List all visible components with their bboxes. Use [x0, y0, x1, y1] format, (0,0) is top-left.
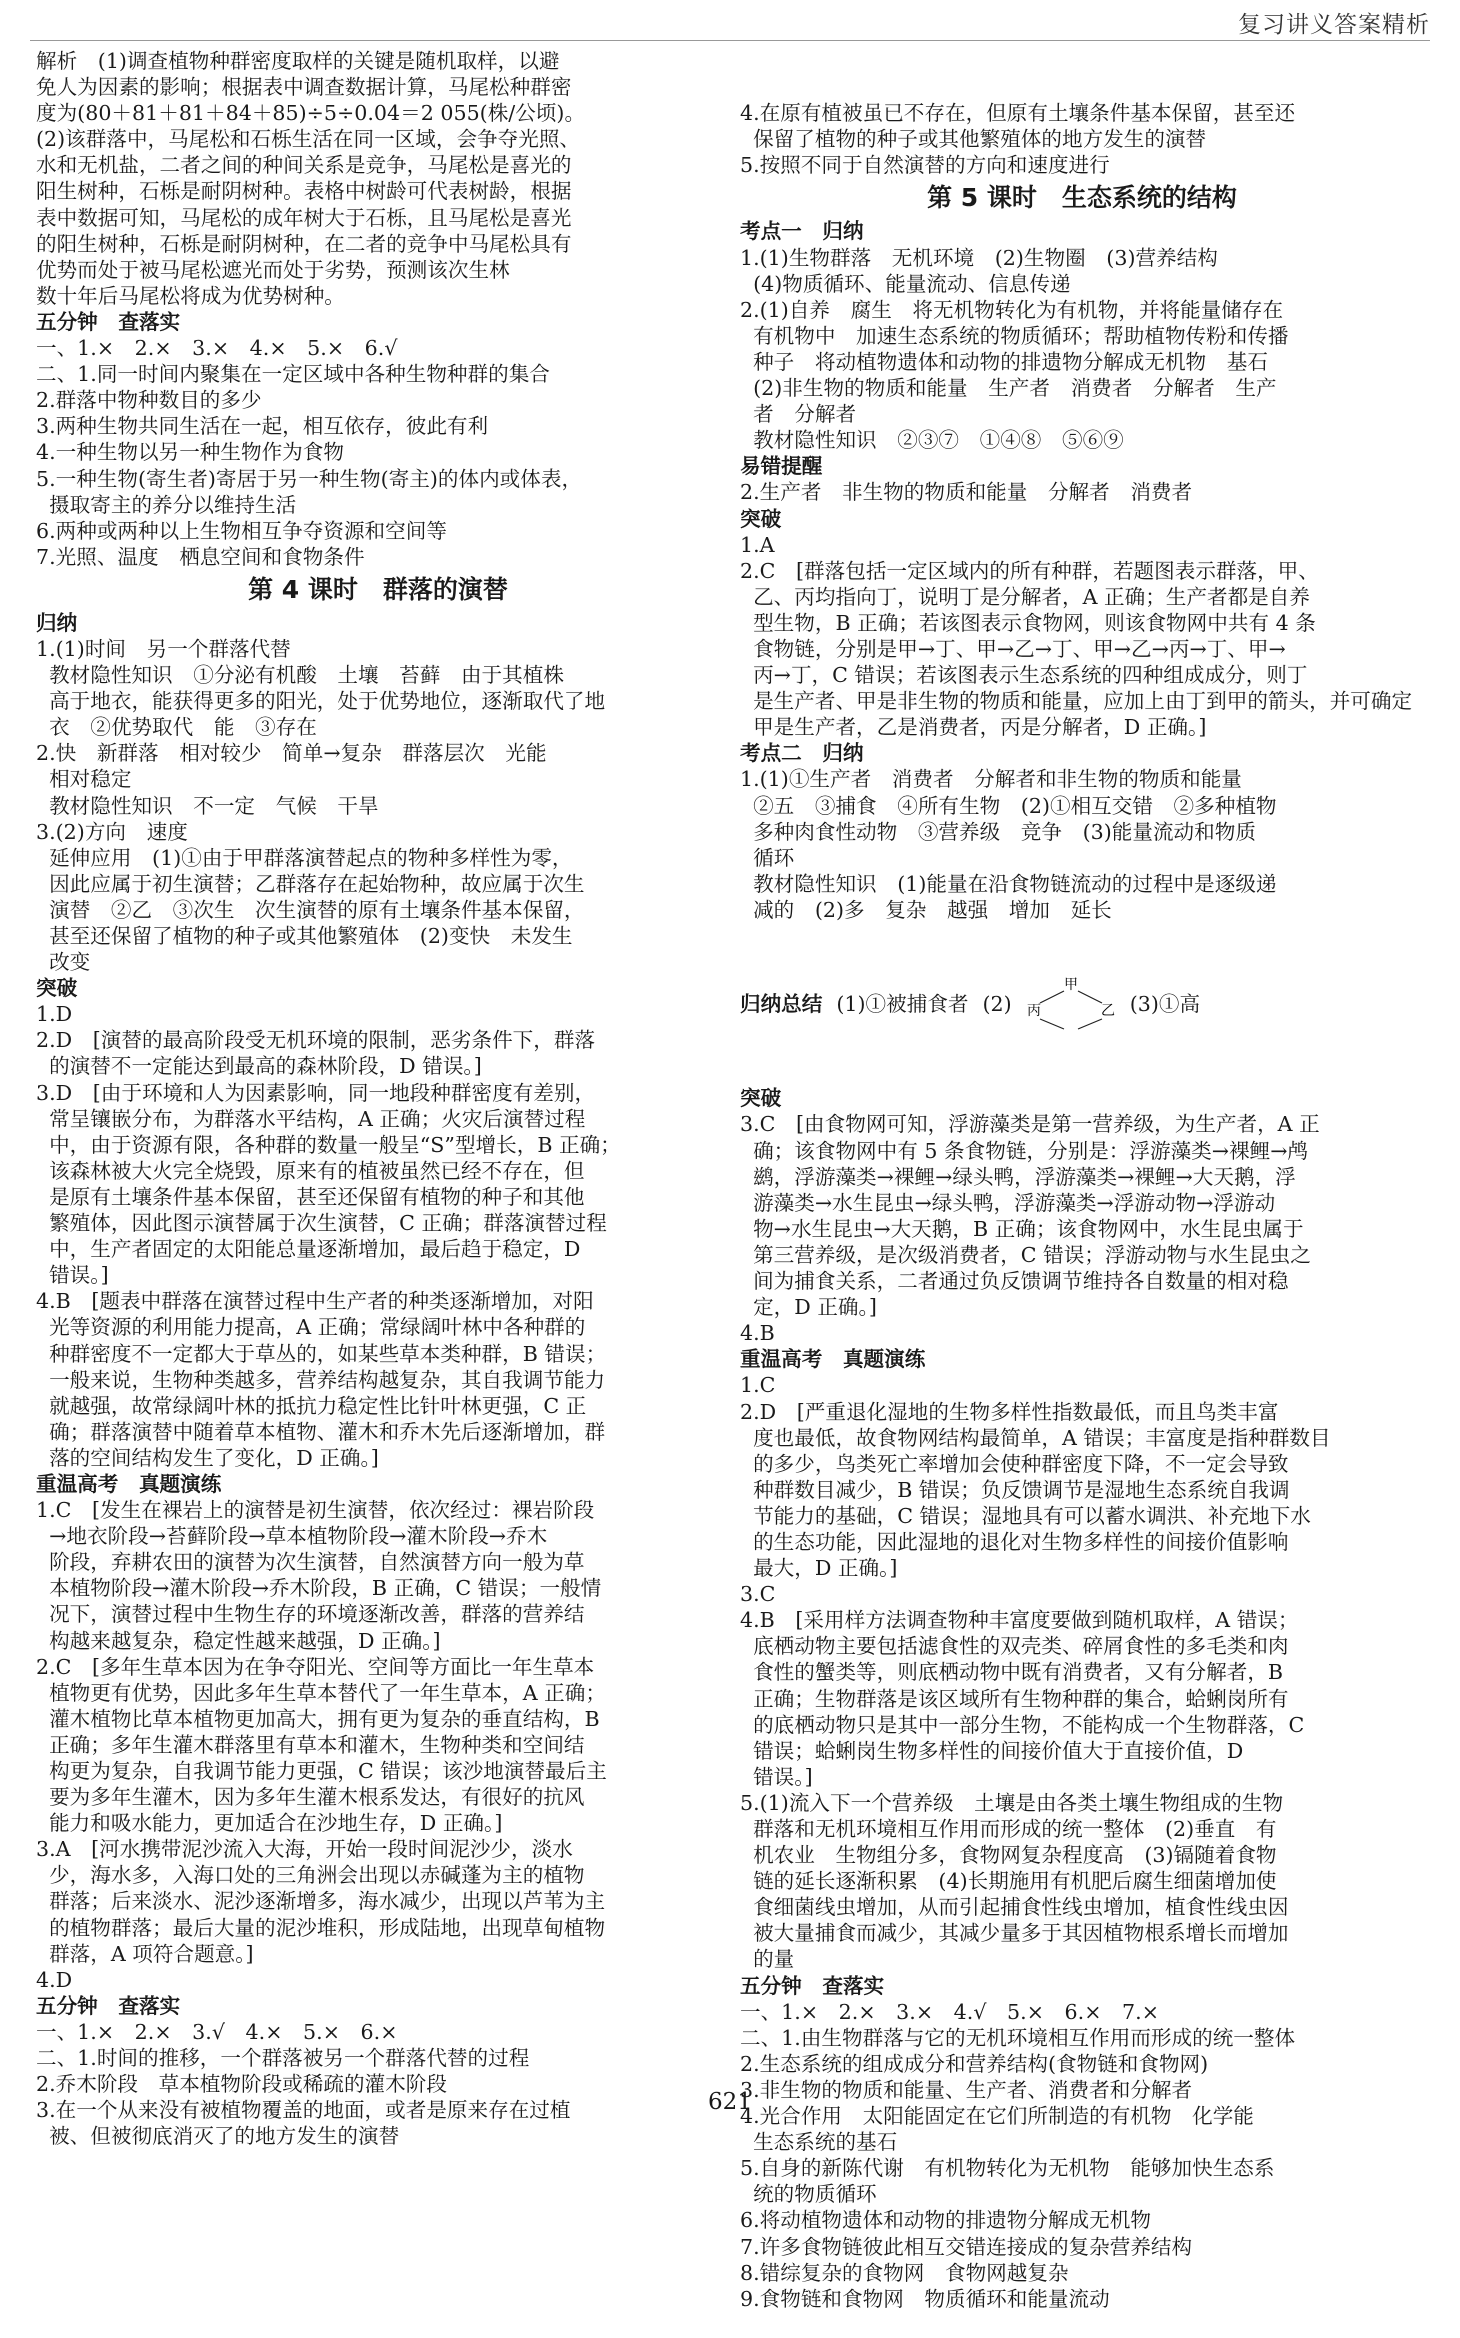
- text-line: (2)该群落中，马尾松和石栎生活在同一区域，会争夺光照、: [36, 127, 581, 152]
- text-line: 种群密度不一定都大于草丛的，如某些草本类种群，B 错误；: [36, 1341, 607, 1366]
- text-line: 教材隐性知识 ②③⑦ ①④⑧ ⑤⑥⑨: [740, 428, 1124, 453]
- text-line: 2.C [群落包括一定区域内的所有种群，若题图表示群落，甲、: [740, 558, 1319, 583]
- text-line: 机农业 生物组分多，食物网复杂程度高 (3)镉随着食物: [740, 1843, 1277, 1868]
- section-title: 第 4 课时 群落的演替: [248, 574, 508, 604]
- text-line: 数十年后马尾松将成为优势树种。: [36, 283, 345, 308]
- triangle-cycle-diagram: [1026, 975, 1116, 1033]
- text-line: 就越强，故常绿阔叶林的抵抗力稳定性比针叶林更强，C 正: [36, 1393, 587, 1418]
- text-line: 3.两种生物共同生活在一起，相互依存，彼此有利: [36, 414, 489, 439]
- text-line: 摄取寄主的养分以维持生活: [36, 492, 297, 517]
- text-line: 4.D: [36, 1967, 73, 1992]
- text-line: 甚至还保留了植物的种子或其他繁殖体 (2)变快 未发生: [36, 924, 573, 948]
- text-line: 度也最低，故食物网结构最简单，A 错误；丰富度是指种群数目: [740, 1425, 1331, 1450]
- arrow-right-bottom: [1078, 1019, 1102, 1029]
- text-line: 的量: [740, 1947, 795, 1972]
- node-top: 甲: [1063, 977, 1078, 994]
- text-line: 植物更有优势，因此多年生草本替代了一年生草本，A 正确；: [36, 1680, 606, 1705]
- text-line: 3.(2)方向 速度: [36, 819, 188, 844]
- diagram-item1: (1)①被捕食者: [836, 992, 969, 1017]
- text-line: 5.按照不同于自然演替的方向和速度进行: [740, 153, 1110, 178]
- text-line: 群落；后来淡水、泥沙逐渐增多，海水减少，出现以芦苇为主: [36, 1889, 606, 1914]
- text-line: 错误。]: [740, 1764, 813, 1789]
- node-right: 乙: [1100, 1003, 1115, 1020]
- text-line: 水和无机盐，二者之间的种间关系是竞争，马尾松是喜光的: [36, 153, 572, 178]
- text-line: 正确；多年生灌木群落里有草本和灌木，生物种类和空间结: [36, 1732, 585, 1757]
- text-line: 3.A [河水携带泥沙流入大海，开始一段时间泥沙少，淡水: [36, 1837, 573, 1862]
- text-line: 6.两种或两种以上生物相互争夺资源和空间等: [36, 518, 447, 543]
- text-line: 延伸应用 (1)①由于甲群落演替起点的物种多样性为零，: [36, 845, 573, 870]
- section-heading: 归纳: [36, 610, 78, 635]
- section-heading: 易错提醒: [740, 454, 823, 479]
- text-line: 的底栖动物只是其中一部分生物，不能构成一个生物群落，C: [740, 1712, 1305, 1737]
- text-line: 一、1.× 2.× 3.× 4.× 5.× 6.√: [36, 336, 398, 361]
- section-heading: 重温高考 真题演练: [36, 1471, 222, 1496]
- header-title: 复习讲义答案精析: [1238, 12, 1430, 38]
- text-line: 二、1.时间的推移，一个群落被另一个群落代替的过程: [36, 2046, 530, 2071]
- section-heading: 重温高考 真题演练: [740, 1347, 926, 1372]
- text-line: 相对稳定: [36, 767, 132, 792]
- text-line: 1.C: [740, 1373, 776, 1398]
- text-line: 3.非生物的物质和能量、生产者、消费者和分解者: [740, 2077, 1193, 2102]
- text-line: 光等资源的利用能力提高，A 正确；常绿阔叶林中各种群的: [36, 1315, 586, 1340]
- text-line: 2.生态系统的组成成分和营养结构(食物链和食物网): [740, 2051, 1209, 2076]
- text-line: 阳生树种，石栎是耐阴树种。表格中树龄可代表树龄，根据: [36, 179, 572, 204]
- text-line: 况下，演替过程中生物生存的环境逐渐改善，群落的营养结: [36, 1602, 585, 1627]
- text-line: 能力和吸水能力，更加适合在沙地生存，D 正确。]: [36, 1811, 503, 1836]
- text-line: 教材隐性知识 ①分泌有机酸 土壤 苔藓 由于其植株: [36, 663, 564, 688]
- text-line: 3.D [由于环境和人为因素影响，同一地段种群密度有差别，: [36, 1080, 596, 1105]
- text-line: 4.B [题表中群落在演替过程中生产者的种类逐渐增加，对阳: [36, 1289, 594, 1314]
- text-line: 1.D: [36, 1002, 73, 1027]
- text-line: 种群数目减少，B 错误；负反馈调节是湿地生态系统自我调: [740, 1477, 1290, 1502]
- summary-diagram: [740, 975, 1424, 1033]
- text-line: 被大量捕食而减少，其减少量多于其因植物根系增长而增加: [740, 1921, 1289, 1946]
- text-line: 一、1.× 2.× 3.√ 4.× 5.× 6.×: [36, 2019, 398, 2044]
- text-line: 4.B: [740, 1321, 775, 1346]
- text-line: ②五 ③捕食 ④所有生物 (2)①相互交错 ②多种植物: [740, 793, 1277, 818]
- right-column: [740, 48, 1424, 2338]
- text-line: 间为捕食关系，二者通过负反馈调节维持各自数量的相对稳: [740, 1269, 1289, 1294]
- text-line: 优势而处于被马尾松遮光而处于劣势，预测该次生林: [36, 257, 510, 282]
- text-line: 教材隐性知识 不一定 气候 干旱: [36, 793, 379, 818]
- page-number: 621: [708, 2089, 752, 2115]
- text-line: 2.群落中物种数目的多少: [36, 388, 262, 413]
- text-line: 最大，D 正确。]: [740, 1556, 898, 1581]
- text-line: 群落，A 项符合题意。]: [36, 1941, 254, 1966]
- text-line: 1.(1)①生产者 消费者 分解者和非生物的物质和能量: [740, 767, 1242, 792]
- text-line: (2)非生物的物质和能量 生产者 消费者 分解者 生产: [740, 376, 1277, 401]
- text-line: 阶段，弃耕农田的演替为次生演替，自然演替方向一般为草: [36, 1550, 585, 1575]
- text-line: 者 分解者: [740, 402, 857, 427]
- text-line: 3.在一个从来没有被植物覆盖的地面，或者是原来存在过植: [36, 2098, 571, 2123]
- text-line: 生态系统的基石: [740, 2130, 898, 2155]
- text-line: 9.食物链和食物网 物质循环和能量流动: [740, 2286, 1110, 2311]
- text-line: 的多少，鸟类死亡率增加会使种群密度下降，不一定会导致: [740, 1451, 1289, 1476]
- text-line: 丙→丁，C 错误；若该图表示生态系统的四种组成成分，则丁: [740, 663, 1308, 688]
- text-line: 正确；生物群落是该区域所有生物种群的集合，蛤蜊岗所有: [740, 1686, 1289, 1711]
- text-line: 8.错综复杂的食物网 食物网越复杂: [740, 2260, 1069, 2285]
- text-line: 2.生产者 非生物的物质和能量 分解者 消费者: [740, 480, 1193, 505]
- text-line: 群落和无机环境相互作用而形成的统一整体 (2)垂直 有: [740, 1817, 1277, 1841]
- section-heading: 突破: [740, 506, 782, 531]
- text-line: 高于地衣，能获得更多的阳光，处于优势地位，逐渐取代了地: [36, 689, 606, 714]
- text-line: 一、1.× 2.× 3.× 4.√ 5.× 6.× 7.×: [740, 1999, 1159, 2024]
- text-line: 链的延长逐渐积累 (4)长期施用有机肥后腐生细菌增加使: [740, 1869, 1277, 1894]
- text-line: 本植物阶段→灌木阶段→乔木阶段，B 正确，C 错误；一般情: [36, 1576, 602, 1601]
- text-line: 构更为复杂，自我调节能力更强，C 错误；该沙地演替最后主: [36, 1759, 607, 1783]
- text-line: 1.A: [740, 532, 775, 557]
- text-line: 改变: [36, 950, 91, 975]
- diagram-item3: (3)①高: [1129, 992, 1201, 1017]
- text-line: 4.B [采用样方法调查物种丰富度要做到随机取样，A 错误；: [740, 1608, 1299, 1633]
- text-line: 常呈镶嵌分布，为群落水平结构，A 正确；火灾后演替过程: [36, 1106, 586, 1131]
- section-heading: 考点二 归纳: [740, 741, 864, 766]
- text-line: 落的空间结构发生了变化，D 正确。]: [36, 1445, 379, 1470]
- text-line: 物→水生昆虫→大天鹅，B 正确；该食物网中，水生昆虫属于: [740, 1216, 1304, 1241]
- text-line: 第三营养级，是次级消费者，C 错误；浮游动物与水生昆虫之: [740, 1242, 1311, 1267]
- text-line: 底栖动物主要包括滤食性的双壳类、碎屑食性的多毛类和肉: [740, 1634, 1289, 1659]
- arrow-top-right: [1078, 991, 1102, 1003]
- section-heading: 五分钟 查落实: [36, 1993, 181, 2018]
- text-line: 演替 ②乙 ③次生 次生演替的原有土壤条件基本保留，: [36, 897, 585, 922]
- section-heading: 突破: [36, 976, 78, 1001]
- text-line: 的演替不一定能达到最高的森林阶段，D 错误。]: [36, 1054, 482, 1079]
- text-line: 错误。]: [36, 1263, 109, 1288]
- text-line: 度为(80＋81＋81＋84＋85)÷5÷0.04＝2 055(株/公顷)。: [36, 101, 586, 126]
- text-line: 教材隐性知识 (1)能量在沿食物链流动的过程中是逐级递: [740, 871, 1277, 896]
- text-line: 多种肉食性动物 ③营养级 竞争 (3)能量流动和物质: [740, 819, 1256, 844]
- text-line: 统的物质循环: [740, 2182, 877, 2207]
- text-line: 5.一种生物(寄生者)寄居于另一种生物(寄主)的体内或体表，: [36, 466, 583, 491]
- text-line: 中，生产者固定的太阳能总量逐渐增加，最后趋于稳定，D: [36, 1237, 581, 1262]
- text-line: 5.自身的新陈代谢 有机物转化为无机物 能够加快生态系: [740, 2156, 1275, 2181]
- text-line: 的阳生树种，石栎是耐阴树种，在二者的竞争中马尾松具有: [36, 231, 572, 256]
- text-line: 有机物中 加速生态系统的物质循环；帮助植物传粉和传播: [740, 323, 1289, 348]
- right-column-part-b: [740, 1085, 1424, 2311]
- header-rule: [30, 40, 1430, 41]
- text-line: 错误；蛤蜊岗生物多样性的间接价值大于直接价值，D: [740, 1738, 1244, 1763]
- text-line: 2.(1)自养 腐生 将无机物转化为有机物，并将能量储存在: [740, 297, 1284, 322]
- text-line: 1.(1)时间 另一个群落代替: [36, 636, 291, 661]
- text-line: 免人为因素的影响；根据表中调查数据计算，马尾松种群密: [36, 75, 572, 100]
- section-heading: 突破: [740, 1086, 782, 1111]
- text-line: 循环: [740, 845, 795, 870]
- text-line: 的生态功能，因此湿地的退化对生物多样性的间接价值影响: [740, 1529, 1289, 1554]
- text-line: 7.光照、温度 栖息空间和食物条件: [36, 544, 365, 569]
- section-heading: 考点一 归纳: [740, 219, 864, 244]
- text-line: 保留了植物的种子或其他繁殖体的地方发生的演替: [740, 127, 1207, 152]
- text-line: 确；该食物网中有 5 条食物链，分别是：浮游藻类→裸鲤→鸬: [740, 1138, 1309, 1163]
- diagram-prefix: 归纳总结: [740, 992, 823, 1017]
- text-line: 二、1.同一时间内聚集在一定区域中各种生物种群的集合: [36, 362, 550, 387]
- text-line: 食性的蟹类等，则底栖动物中既有消费者，又有分解者，B: [740, 1660, 1284, 1685]
- text-line: 该森林被大火完全烧毁，原来有的植被虽然已经不存在，但: [36, 1158, 585, 1183]
- text-line: 因此应属于初生演替；乙群落存在起始物种，故应属于次生: [36, 871, 585, 896]
- diagram-item2: (2): [982, 992, 1012, 1017]
- text-line: 3.C: [740, 1582, 776, 1607]
- text-line: 1.C [发生在裸岩上的演替是初生演替，依次经过：裸岩阶段: [36, 1498, 595, 1523]
- node-left: 丙: [1026, 1003, 1041, 1020]
- text-line: 7.许多食物链彼此相互交错连接成的复杂营养结构: [740, 2234, 1193, 2259]
- text-line: 二、1.由生物群落与它的无机环境相互作用而形成的统一整体: [740, 2025, 1296, 2050]
- text-line: 2.C [多年生草本因为在争夺阳光、空间等方面比一年生草本: [36, 1654, 595, 1679]
- text-line: 5.(1)流入下一个营养级 土壤是由各类土壤生物组成的生物: [740, 1790, 1284, 1815]
- text-line: 要为多年生灌木，因为多年生灌木根系发达，有很好的抗风: [36, 1785, 585, 1810]
- text-line: 型生物，B 正确；若该图表示食物网，则该食物网中共有 4 条: [740, 610, 1316, 635]
- text-line: 2.快 新群落 相对较少 简单→复杂 群落层次 光能: [36, 741, 547, 766]
- text-line: 鹚，浮游藻类→裸鲤→绿头鸭，浮游藻类→裸鲤→大天鹅，浮: [740, 1164, 1296, 1189]
- right-column-part-a: [740, 100, 1424, 923]
- section-heading: 五分钟 查落实: [740, 1973, 885, 1998]
- text-line: 游藻类→水生昆虫→绿头鸭，浮游藻类→浮游动物→浮游动: [740, 1190, 1276, 1215]
- text-line: 1.(1)生物群落 无机环境 (2)生物圈 (3)营养结构: [740, 245, 1218, 270]
- text-line: 繁殖体，因此图示演替属于次生演替，C 正确；群落演替过程: [36, 1211, 607, 1236]
- text-line: 被、但被彻底消灭了的地方发生的演替: [36, 2124, 400, 2149]
- text-line: 2.乔木阶段 草本植物阶段或稀疏的灌木阶段: [36, 2072, 447, 2097]
- text-line: 甲是生产者，乙是消费者，丙是分解者，D 正确。]: [740, 715, 1207, 740]
- left-column: [36, 48, 720, 2149]
- text-line: 2.D [演替的最高阶段受无机环境的限制，恶劣条件下，群落: [36, 1028, 596, 1053]
- arrow-left-top: [1040, 991, 1064, 1003]
- text-line: 节能力的基础，C 错误；湿地具有可以蓄水调洪、补充地下水: [740, 1503, 1311, 1528]
- arrow-bottom-left: [1040, 1019, 1064, 1029]
- text-line: →地衣阶段→苔藓阶段→草本植物阶段→灌木阶段→乔木: [36, 1524, 548, 1549]
- text-line: 是原有土壤条件基本保留，甚至还保留有植物的种子和其他: [36, 1184, 585, 1209]
- text-line: 减的 (2)多 复杂 越强 增加 延长: [740, 897, 1112, 922]
- text-line: 表中数据可知，马尾松的成年树大于石栎，且马尾松是喜光: [36, 205, 572, 230]
- text-line: 衣 ②优势取代 能 ③存在: [36, 715, 317, 740]
- text-line: 解析 (1)调查植物种群密度取样的关键是随机取样，以避: [36, 49, 560, 73]
- text-line: 2.D [严重退化湿地的生物多样性指数最低，而且鸟类丰富: [740, 1399, 1279, 1424]
- text-line: (4)物质循环、能量流动、信息传递: [740, 271, 1071, 296]
- text-line: 4.一种生物以另一种生物作为食物: [36, 440, 344, 465]
- text-line: 种子 将动植物遗体和动物的排遗物分解成无机物 基石: [740, 349, 1268, 374]
- text-line: 食细菌线虫增加，从而引起捕食性线虫增加，植食性线虫因: [740, 1895, 1289, 1920]
- text-line: 4.在原有植被虽已不存在，但原有土壤条件基本保留，甚至还: [740, 101, 1296, 126]
- text-line: 6.将动植物遗体和动物的排遗物分解成无机物: [740, 2208, 1151, 2233]
- text-line: 的植物群落；最后大量的泥沙堆积，形成陆地，出现草甸植物: [36, 1915, 606, 1940]
- text-line: 一般来说，生物种类越多，营养结构越复杂，其自我调节能力: [36, 1367, 606, 1392]
- section-title: 第 5 课时 生态系统的结构: [927, 183, 1237, 213]
- text-line: 3.C [由食物网可知，浮游藻类是第一营养级，为生产者，A 正: [740, 1112, 1320, 1137]
- text-line: 定，D 正确。]: [740, 1295, 877, 1320]
- text-line: 中，由于资源有限，各种群的数量一般呈“S”型增长，B 正确；: [36, 1132, 621, 1157]
- text-line: 灌木植物比草本植物更加高大，拥有更为复杂的垂直结构，B: [36, 1706, 600, 1731]
- text-line: 确；群落演替中随着草本植物、灌木和乔木先后逐渐增加，群: [36, 1419, 606, 1444]
- text-line: 少，海水多，入海口处的三角洲会出现以赤碱蓬为主的植物: [36, 1863, 585, 1888]
- text-line: 是生产者、甲是非生物的物质和能量，应加上由丁到甲的箭头，并可确定: [740, 689, 1413, 714]
- text-line: 构越来越复杂，稳定性越来越强，D 正确。]: [36, 1628, 441, 1653]
- text-line: 乙、丙均指向丁，说明丁是分解者，A 正确；生产者都是自养: [740, 584, 1310, 609]
- text-line: 4.光合作用 太阳能固定在它们所制造的有机物 化学能: [740, 2104, 1254, 2129]
- text-line: 食物链，分别是甲→丁、甲→乙→丁、甲→乙→丙→丁、甲→: [740, 636, 1286, 661]
- section-heading: 五分钟 查落实: [36, 309, 181, 334]
